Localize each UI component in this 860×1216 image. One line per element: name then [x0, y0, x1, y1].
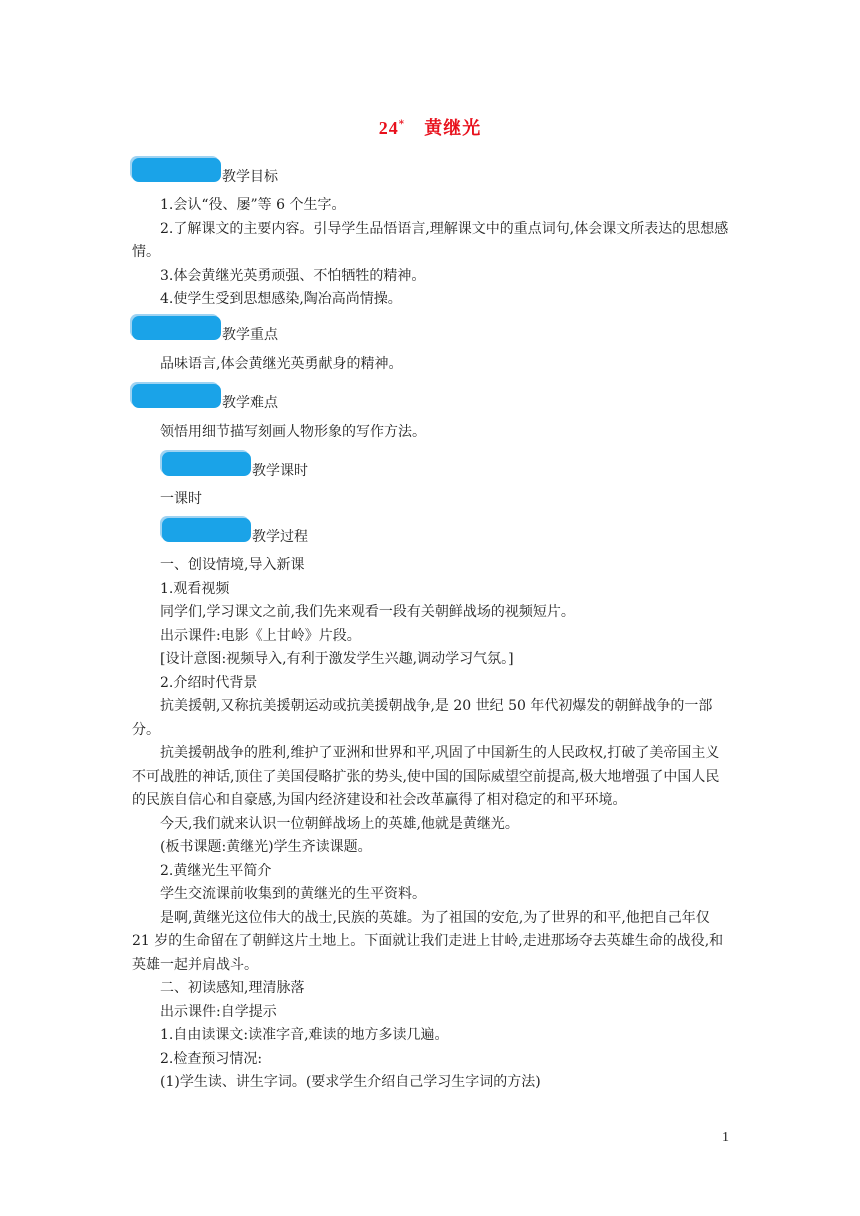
section-label: 教学课时: [252, 463, 308, 479]
key-points-line: 品味语言,体会黄继光英勇献身的精神。: [160, 356, 403, 372]
process-line: 二、初读感知,理清脉落: [160, 980, 305, 996]
process-line: 1.观看视频: [160, 580, 230, 597]
section-badge: [132, 384, 221, 408]
section-badge: [132, 316, 221, 340]
objective-item: 4.使学生受到思想感染,陶冶高尚情操。: [160, 291, 402, 307]
process-line: 抗美援朝战争的胜利,维护了亚洲和世界和平,巩固了中国新生的人民政权,打破了美帝国主义不可战胜的神话,顶住了美国侵略扩张的势头,使中国的国际威望空前提高,极大地增强了中国人民的民族自信心和自豪感,为国内经济建设和社会改革赢得了相对稳定的和平环境。: [132, 745, 720, 808]
lesson-number: 24: [378, 118, 399, 138]
process-line: 是啊,黄继光这位伟大的战士,民族的英雄。为了祖国的安危,为了世界的和平,他把自己年仅 21 岁的生命留在了朝鲜这片土地上。下面就让我们走进上甘岭,走进那场夺去英雄生命的战役,和英雄一起并肩战斗。: [132, 909, 724, 973]
process-line: 2.介绍时代背景: [160, 674, 258, 691]
process-line: 今天,我们就来认识一位朝鲜战场上的英雄,他就是黄继光。: [160, 815, 519, 832]
lesson-title-text: 黄继光: [424, 118, 482, 139]
key-points-text: [132, 353, 732, 377]
hours-text: [160, 488, 760, 512]
lesson-title: [0, 114, 860, 140]
section-label: 教学过程: [252, 529, 308, 545]
process-line: (板书课题:黄继光)学生齐读课题。: [160, 839, 372, 855]
process-line: 出示课件:电影《上甘岭》片段。: [160, 627, 361, 644]
process-line: 同学们,学习课文之前,我们先来观看一段有关朝鲜战场的视频短片。: [160, 604, 575, 620]
process-line: 抗美援朝,又称抗美援朝运动或抗美援朝战争,是 20 世纪 50 年代初爆发的朝鲜战争的一部分。: [132, 698, 713, 738]
objective-item: 3.体会黄继光英勇顽强、不怕牺牲的精神。: [160, 267, 426, 284]
section-badge: [162, 518, 251, 542]
optional-mark: *: [398, 119, 405, 130]
process-line: 1.自由读课文:读准字音,难读的地方多读几遍。: [160, 1027, 449, 1043]
process-line: 2.检查预习情况:: [160, 1050, 263, 1067]
objective-item: 2.了解课文的主要内容。引导学生品悟语言,理解课文中的重点词句,体会课文所表达的思想感情。: [132, 220, 729, 260]
objective-item: 1.会认“役、屡”等 6 个生字。: [160, 197, 346, 213]
page-number: 1: [722, 1130, 729, 1145]
difficulties-line: 领悟用细节描写刻画人物形象的写作方法。: [160, 424, 426, 440]
objectives-list: [132, 194, 732, 312]
process-line: 2.黄继光生平简介: [160, 862, 272, 879]
hours-line: 一课时: [160, 491, 202, 507]
process-line: 一、创设情境,导入新课: [160, 557, 305, 573]
difficulties-text: [132, 421, 732, 445]
process-line: 学生交流课前收集到的黄继光的生平资料。: [160, 886, 426, 902]
section-badge: [162, 452, 251, 476]
section-label: 教学重点: [222, 327, 278, 343]
section-label: 教学难点: [222, 395, 278, 411]
section-badge: [132, 158, 221, 182]
process-line: 出示课件:自学提示: [160, 1003, 277, 1020]
process-line: (1)学生读、讲生字词。(要求学生介绍自己学习生字词的方法): [160, 1074, 541, 1090]
process-line: [设计意图:视频导入,有利于激发学生兴趣,调动学习气氛。]: [160, 651, 514, 667]
section-label: 教学目标: [222, 169, 278, 185]
process-body: [132, 554, 732, 1095]
